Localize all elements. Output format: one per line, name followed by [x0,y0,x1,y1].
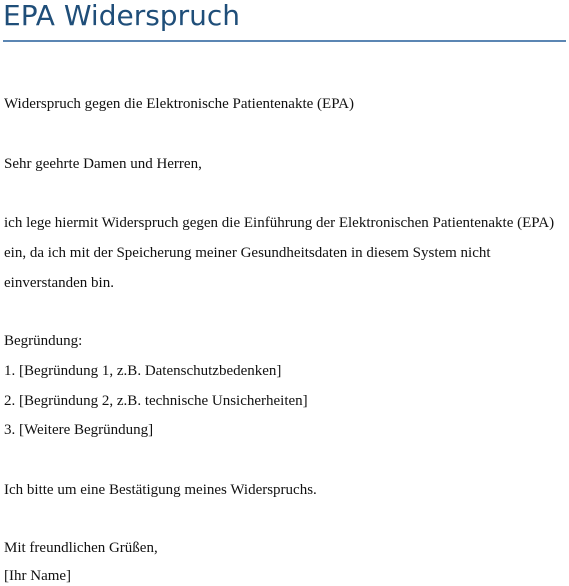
reasons-heading: Begründung: [4,333,83,349]
signature-placeholder: [Ihr Name] [4,568,72,584]
body-line-1: ich lege hiermit Widerspruch gegen die Einführung der Elektronischen Patientenakte (EPA) [4,215,555,231]
body-line-2: ein, da ich mit der Speicherung meiner Gesundheitsdaten in diesem System nicht [4,245,491,261]
confirmation-request: Ich bitte um eine Bestätigung meines Widerspruchs. [4,482,317,498]
document-title: EPA Widerspruch [3,0,240,32]
reason-item-2: 2. [Begründung 2, z.B. technische Unsicherheiten] [4,393,308,409]
reason-item-1: 1. [Begründung 1, z.B. Datenschutzbedenken] [4,363,282,379]
salutation: Sehr geehrte Damen und Herren, [4,156,202,172]
reason-item-3: 3. [Weitere Begründung] [4,422,154,438]
body-line-3: einverstanden bin. [4,275,114,291]
title-underline [3,40,566,42]
closing-line: Mit freundlichen Grüßen, [4,540,158,556]
subject-line: Widerspruch gegen die Elektronische Patientenakte (EPA) [4,96,354,112]
